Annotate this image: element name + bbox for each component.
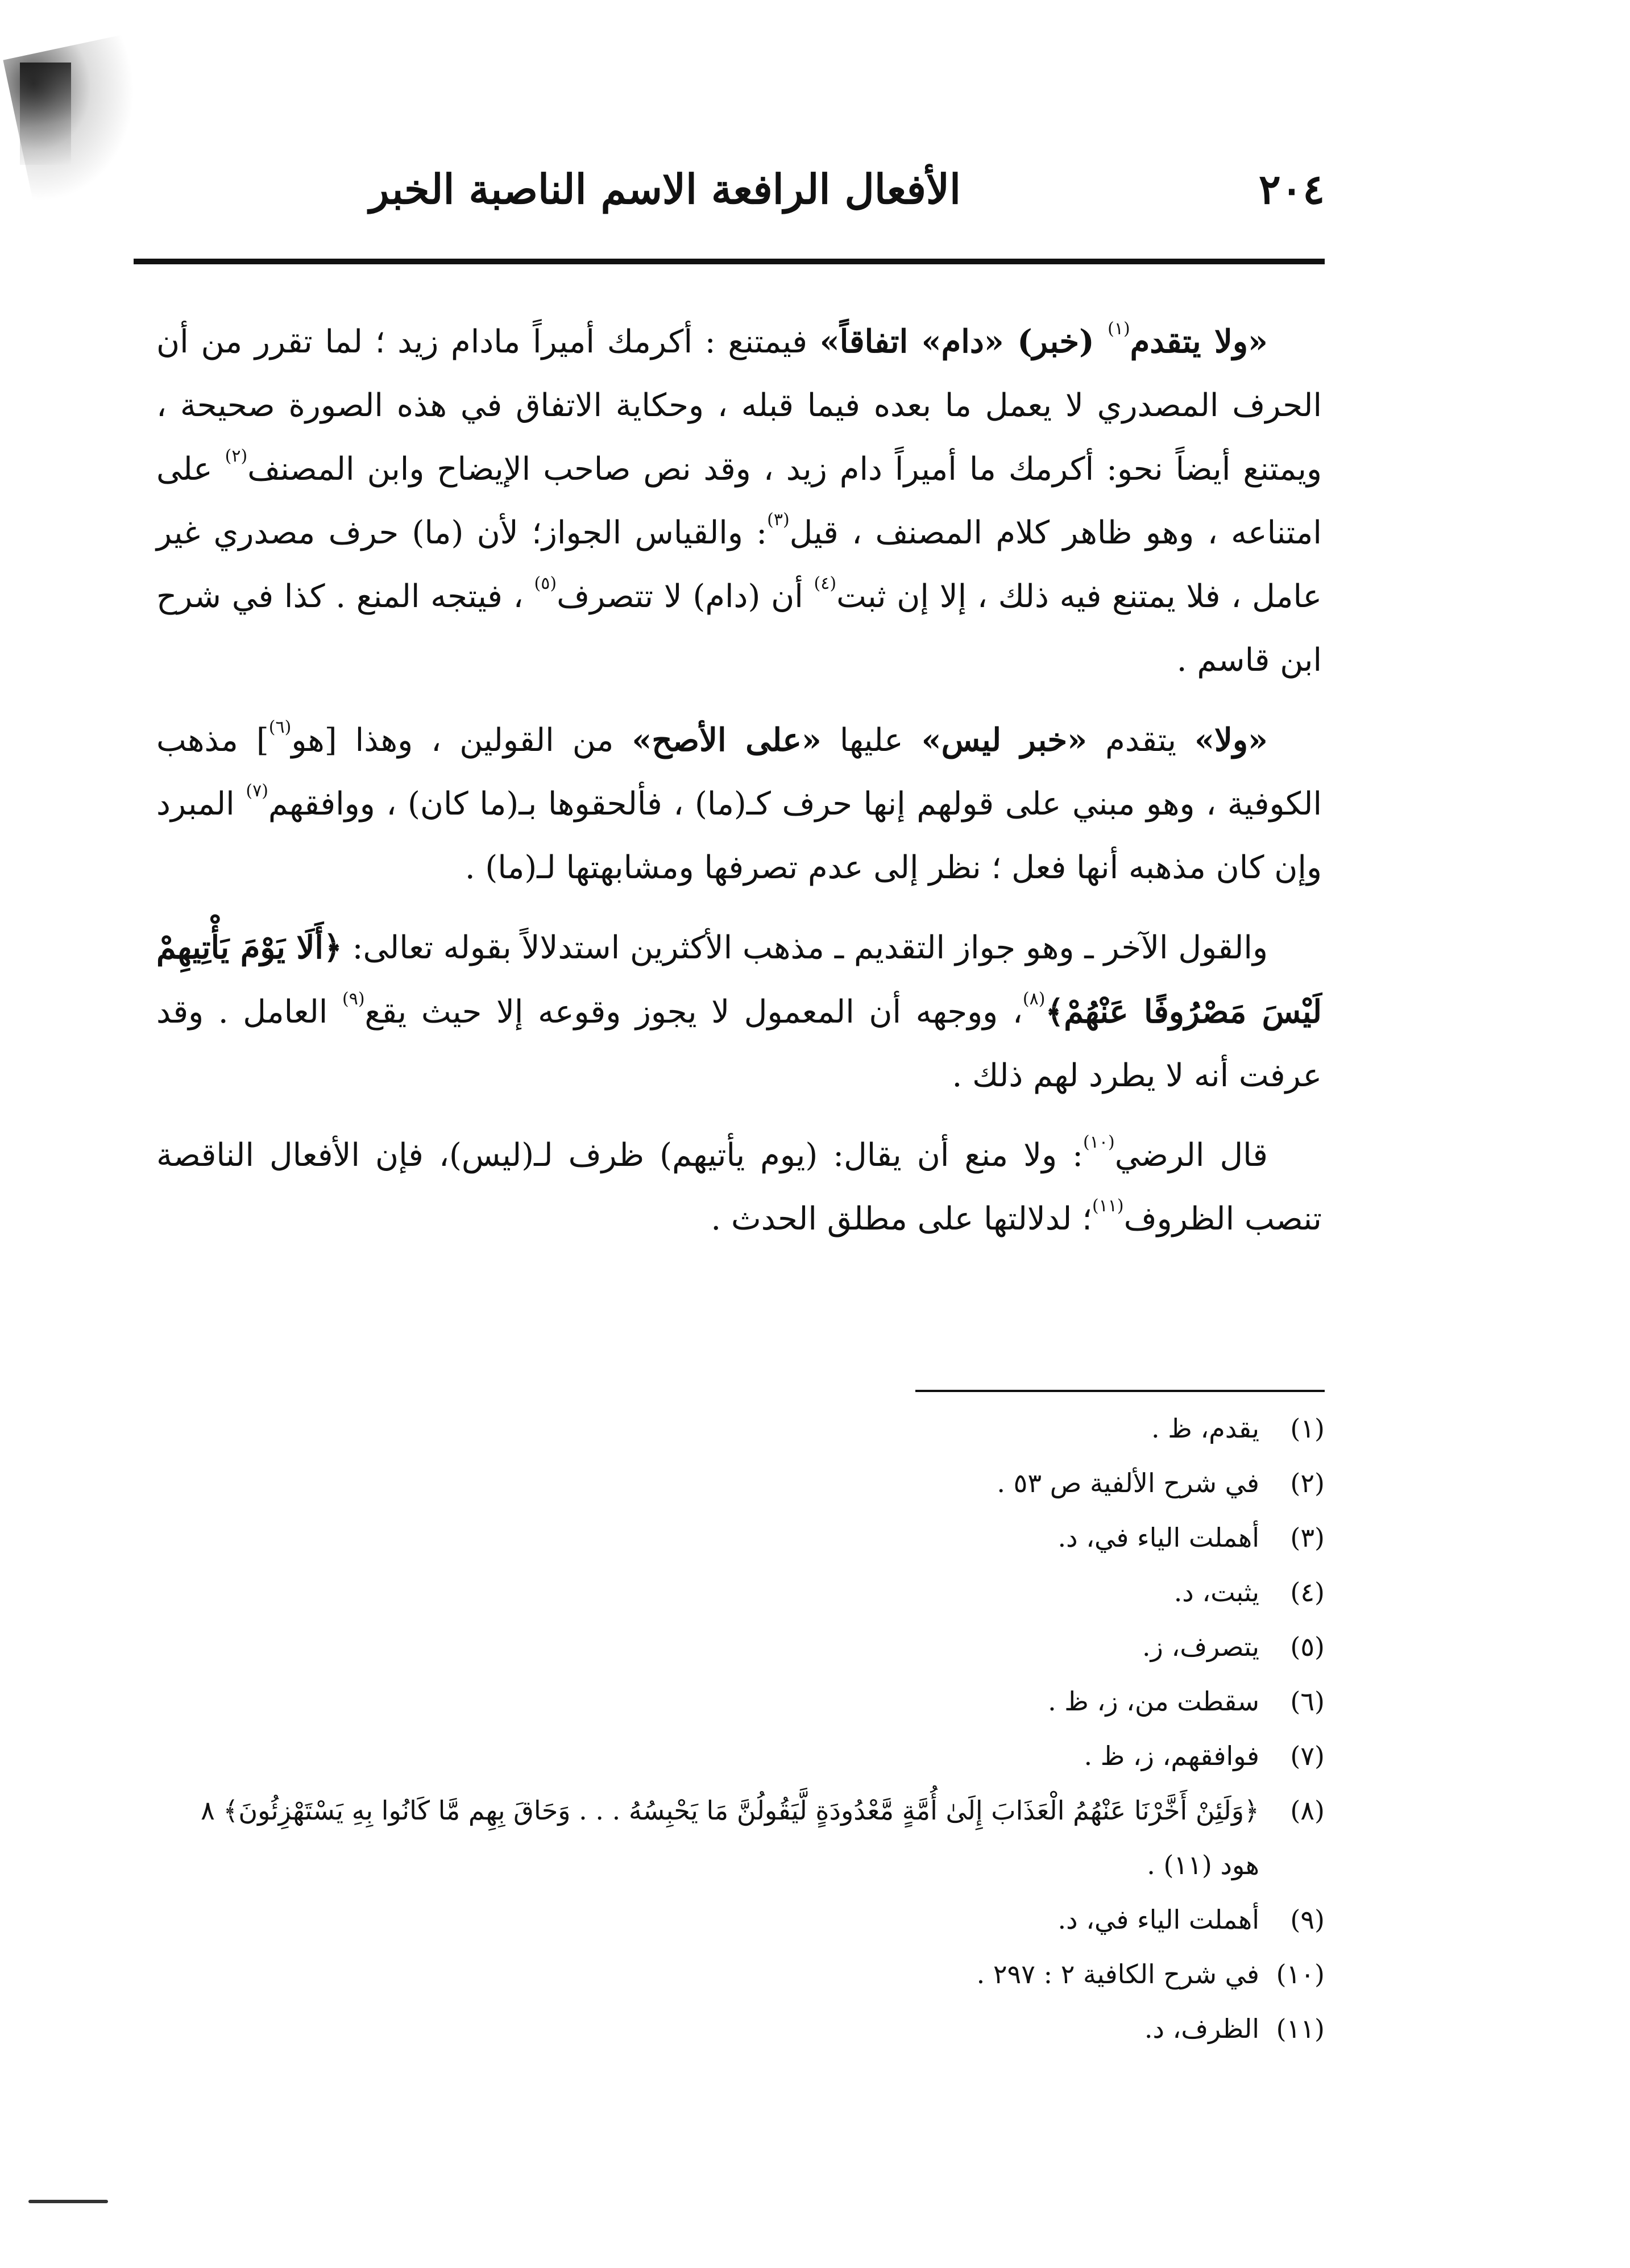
paragraph-1 [156, 310, 1322, 692]
paragraph-3 [156, 916, 1322, 1108]
footnote-item [154, 1729, 1325, 1783]
footnote-ref-8: (٨) [1022, 989, 1046, 1009]
matn-text: «ولا» [1194, 721, 1268, 759]
footnote-number: (٢) [1290, 1468, 1325, 1498]
header-rule [134, 259, 1325, 264]
paragraph-4 [156, 1124, 1322, 1251]
commentary-text: ؛ لدلالتها على مطلق الحدث . [711, 1201, 1092, 1237]
footnote-item [154, 1565, 1325, 1619]
matn-text: «ولا يتقدم [1130, 323, 1268, 360]
footnote-ref-6: (٦) [268, 717, 292, 737]
footnote-text: أهملت الياء في، د. [1057, 1904, 1259, 1935]
matn-text: «خبر ليس» [921, 721, 1088, 759]
footnote-text: يثبت، د. [1173, 1577, 1259, 1607]
footnote-text: ﴿وَلَئِنْ أَخَّرْنَا عَنْهُمُ الْعَذَابَ إِلَىٰ أُمَّةٍ مَّعْدُودَةٍ لَّيَقُولُنَّ مَا يَحْبِسُهُ . . . وَحَاقَ بِهِم مَّا كَانُوا بِهِ يَسْتَهْزِئُونَ﴾ ٨ هود (١١) . [201, 1795, 1259, 1880]
scan-edge-shadow [20, 63, 71, 165]
footnote-ref-7: (٧) [246, 781, 268, 801]
page-number: ٢٠٤ [1258, 165, 1325, 213]
footnote-item [154, 1947, 1325, 2001]
commentary-text: ] مذهب الكوفية ، وهو مبني على قولهم إنها حرف كـ(ما) ، فألحقوها بـ(ما كان) ، ووافقهم [156, 722, 1322, 823]
footnote-separator [915, 1390, 1325, 1392]
footnote-text: في شرح الكافية ٢ : ٢٩٧ . [976, 1959, 1259, 1989]
running-title: الأفعال الرافعة الاسم الناصبة الخبر [369, 165, 961, 213]
footnote-item [154, 1619, 1325, 1674]
footnote-text: الظرف، د. [1144, 2013, 1259, 2044]
commentary-text: والقول الآخر ـ وهو جواز التقديم ـ مذهب الأكثرين استدلالاً بقوله تعالى: [342, 929, 1268, 966]
footnote-number: (١) [1290, 1413, 1325, 1444]
commentary-text: عليها [821, 722, 922, 759]
page-header [136, 165, 1325, 233]
footnote-text: يقدم، ظ . [1151, 1413, 1259, 1444]
quran-quote: ﴿أَلَا يَوْمَ يَأْتِيهِمْ لَيْسَ مَصْرُوفًا عَنْهُمْ﴾ [156, 929, 1322, 1031]
footnote-number: (٣) [1290, 1522, 1325, 1553]
scan-edge-mark [28, 2200, 108, 2203]
footnote-ref-11: (١١) [1092, 1196, 1124, 1216]
footnote-item [154, 1456, 1325, 1510]
footnote-number: (١١) [1276, 2013, 1325, 2044]
footnote-ref-2: (٢) [225, 446, 248, 466]
footnote-item [154, 1892, 1325, 1947]
commentary-text: المبرد وإن كان مذهبه أنها فعل ؛ نظر إلى عدم تصرفها ومشابهتها لـ(ما) . [156, 786, 1322, 886]
commentary-text: ، فيتجه المنع . كذا في شرح ابن قاسم . [156, 578, 1322, 679]
footnote-number: (٤) [1290, 1577, 1325, 1607]
footnote-item [154, 1401, 1325, 1456]
footnotes [154, 1401, 1325, 2056]
footnote-number: (٦) [1290, 1686, 1325, 1717]
footnote-text: أهملت الياء في، د. [1057, 1522, 1259, 1553]
commentary-text: يتقدم [1087, 722, 1195, 759]
footnote-ref-9: (٩) [342, 989, 365, 1009]
footnote-item [154, 1510, 1325, 1565]
footnote-item [154, 1783, 1325, 1892]
footnote-ref-3: (٣) [767, 510, 790, 530]
commentary-text: من القولين ، وهذا [هو [291, 722, 632, 759]
footnote-text: سقطت من، ز، ظ . [1048, 1686, 1259, 1717]
footnote-text: يتصرف، ز. [1142, 1631, 1259, 1662]
footnote-text: فوافقهم، ز، ظ . [1084, 1741, 1259, 1771]
footnote-ref-1: (١) [1108, 319, 1130, 339]
footnote-number: (٨) [1290, 1795, 1325, 1826]
commentary-text: على امتناعه ، وهو ظاهر كلام المصنف ، قيل [156, 451, 1322, 551]
commentary-text: قال الرضي [1114, 1137, 1268, 1174]
paragraph-2 [156, 708, 1322, 900]
footnote-ref-10: (١٠) [1083, 1132, 1115, 1152]
commentary-text: : والقياس الجواز؛ لأن (ما) حرف مصدري غير عامل ، فلا يمتنع فيه ذلك ، إلا إن ثبت [156, 514, 1322, 615]
footnote-text: في شرح الألفية ص ٥٣ . [997, 1468, 1259, 1498]
commentary-text: فيمتنع : أكرمك أميراً مادام زيد ؛ لما تقرر من أن الحرف المصدري لا يعمل ما بعده فيما قبله ، وحكاية الاتفاق في هذه الصورة صحيحة ، ويمتنع أيضاً نحو: أكرمك ما أميراً دام زيد ، وقد نص صاحب الإيضاح وابن المصنف [156, 323, 1322, 488]
commentary-text: أن (دام) لا تتصرف [557, 578, 814, 615]
commentary-text: العامل . وقد عرفت أنه لا يطرد لهم ذلك . [156, 994, 1322, 1094]
footnote-number: (٥) [1290, 1631, 1325, 1662]
matn-text: (خبر) «دام» اتفاقاً» [819, 323, 1108, 360]
footnote-number: (٧) [1290, 1741, 1325, 1771]
footnote-item [154, 1674, 1325, 1729]
body-text [156, 310, 1322, 1267]
commentary-text: : ولا منع أن يقال: (يوم يأتيهم) ظرف لـ(ليس)، فإن الأفعال الناقصة تنصب الظروف [156, 1137, 1322, 1237]
footnote-number: (١٠) [1276, 1959, 1325, 1989]
footnote-number: (٩) [1290, 1904, 1325, 1935]
footnote-ref-4: (٤) [814, 574, 837, 593]
footnote-ref-5: (٥) [534, 574, 557, 593]
footnote-item [154, 2001, 1325, 2056]
matn-text: «على الأصح» [632, 721, 822, 759]
commentary-text: ، ووجهه أن المعمول لا يجوز وقوعه إلا حيث يقع [364, 994, 1023, 1031]
